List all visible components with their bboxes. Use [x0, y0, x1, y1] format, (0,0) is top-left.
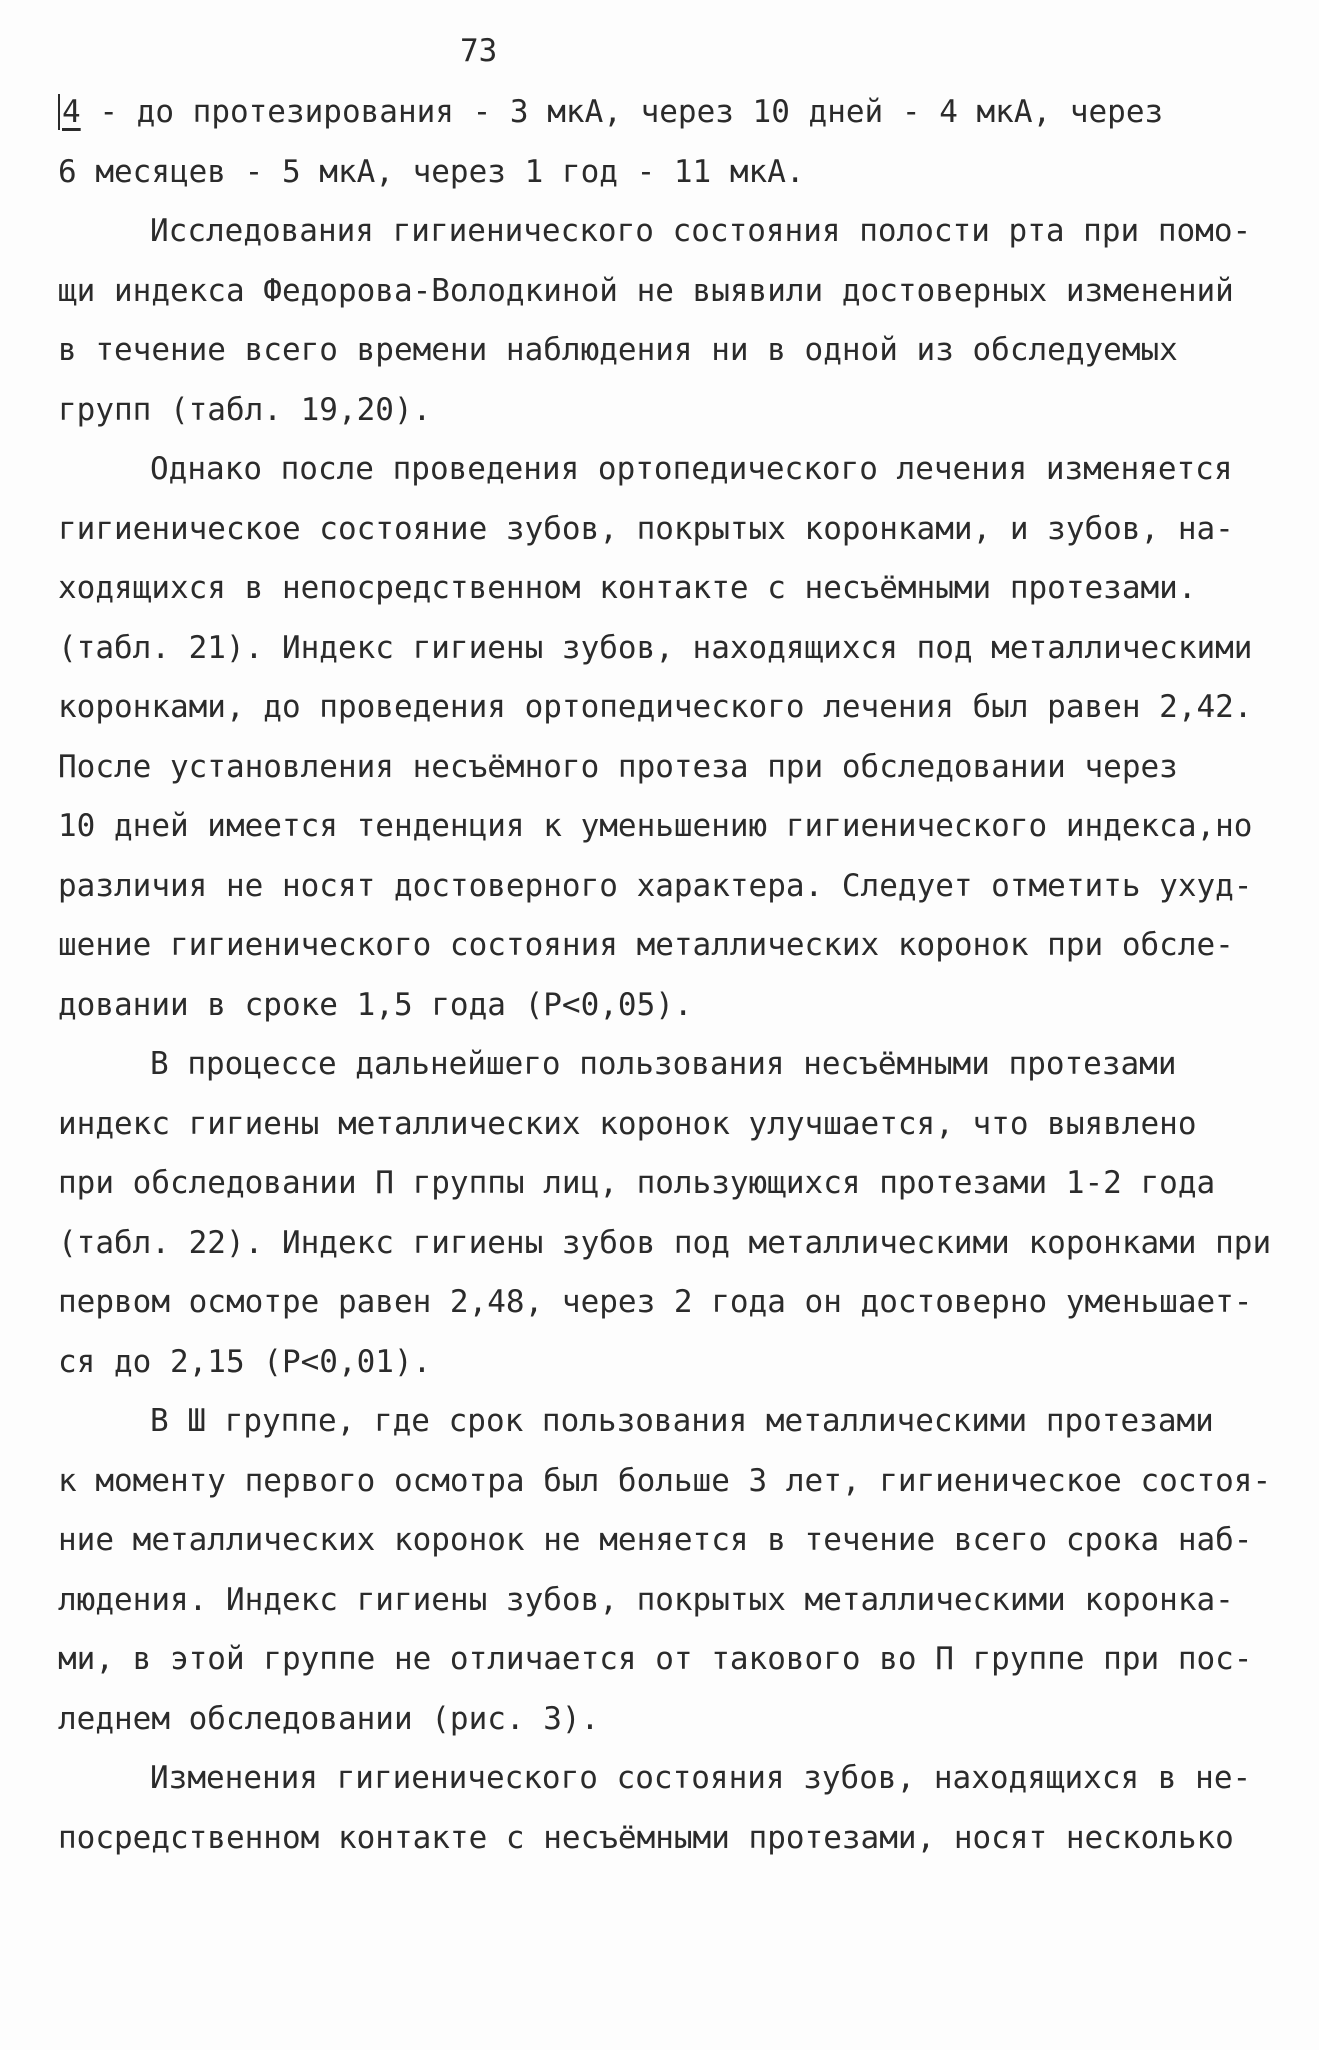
text-line: щи индекса Федорова-Володкиной не выявили достоверных изменений: [58, 272, 1234, 309]
text-line: довании в сроке 1,5 года (P<0,05).: [58, 986, 693, 1023]
text-line: После установления несъёмного протеза при обследовании через: [58, 748, 1178, 785]
text-line: ходящихся в непосредственном контакте с несъёмными протезами.: [58, 570, 1197, 606]
text-line: (табл. 21). Индекс гигиены зубов, находящихся под металлическими: [58, 629, 1253, 666]
paragraph-hygiene-index: [58, 202, 1283, 440]
page-number: 73: [460, 33, 498, 69]
text-line: 10 дней имеется тенденция к уменьшению гигиенического индекса,но: [58, 808, 1253, 844]
text-line: ние металлических коронок не меняется в течение всего срока наб-: [58, 1522, 1253, 1558]
text-line: В процессе дальнейшего пользования несъёмными протезами: [150, 1046, 1177, 1082]
text-line: (табл. 22). Индекс гигиены зубов под металлическими коронками при: [58, 1224, 1272, 1261]
paragraph-group-two: [58, 1035, 1283, 1392]
text-line: Однако после проведения ортопедического лечения изменяется: [150, 451, 1233, 487]
text-line: посредственном контакте с несъёмными протезами, носят несколько: [58, 1819, 1234, 1856]
text-line: 6 месяцев - 5 мкА, через 1 год - 11 мкА.: [58, 153, 805, 190]
text-line: в течение всего времени наблюдения ни в одной из обследуемых: [58, 332, 1178, 368]
text-line: ся до 2,15 (P<0,01).: [58, 1343, 432, 1380]
table-reference-marker: 4: [58, 94, 81, 130]
body-text: [58, 83, 1283, 1868]
text-line: [58, 83, 1283, 143]
text-line: В Ш группе, где срок пользования металлическими протезами: [150, 1403, 1214, 1439]
paragraph-group-three: [58, 1392, 1283, 1749]
text-line: групп (табл. 19,20).: [58, 391, 432, 428]
text-line: Изменения гигиенического состояния зубов, находящихся в не-: [150, 1760, 1252, 1796]
text-line: индекс гигиены металлических коронок улучшается, что выявлено: [58, 1105, 1197, 1142]
paragraph-continuation: [58, 83, 1283, 202]
text-line: шение гигиенического состояния металлических коронок при обсле-: [58, 927, 1234, 963]
paragraph-orthopedic-treatment: [58, 440, 1283, 1035]
text-line: людения. Индекс гигиены зубов, покрытых металлическими коронка-: [58, 1581, 1234, 1618]
text-line-content: - до протезирования - 3 мкА, через 10 дней - 4 мкА, через: [80, 94, 1164, 130]
text-line: леднем обследовании (рис. 3).: [58, 1700, 600, 1737]
text-line: различия не носят достоверного характера. Следует отметить ухуд-: [58, 867, 1253, 904]
text-line: гигиеническое состояние зубов, покрытых коронками, и зубов, на-: [58, 510, 1234, 547]
text-line: ми, в этой группе не отличается от такового во П группе при пос-: [58, 1641, 1253, 1677]
text-line: первом осмотре равен 2,48, через 2 года он достоверно уменьшает-: [58, 1284, 1253, 1320]
paragraph-contact-teeth: [58, 1749, 1283, 1868]
text-line: Исследования гигиенического состояния полости рта при помо-: [150, 213, 1252, 249]
text-line: к моменту первого осмотра был больше 3 лет, гигиеническое состоя-: [58, 1462, 1272, 1499]
text-line: при обследовании П группы лиц, пользующихся протезами 1-2 года: [58, 1165, 1216, 1201]
text-line: коронками, до проведения ортопедического лечения был равен 2,42.: [58, 689, 1253, 725]
